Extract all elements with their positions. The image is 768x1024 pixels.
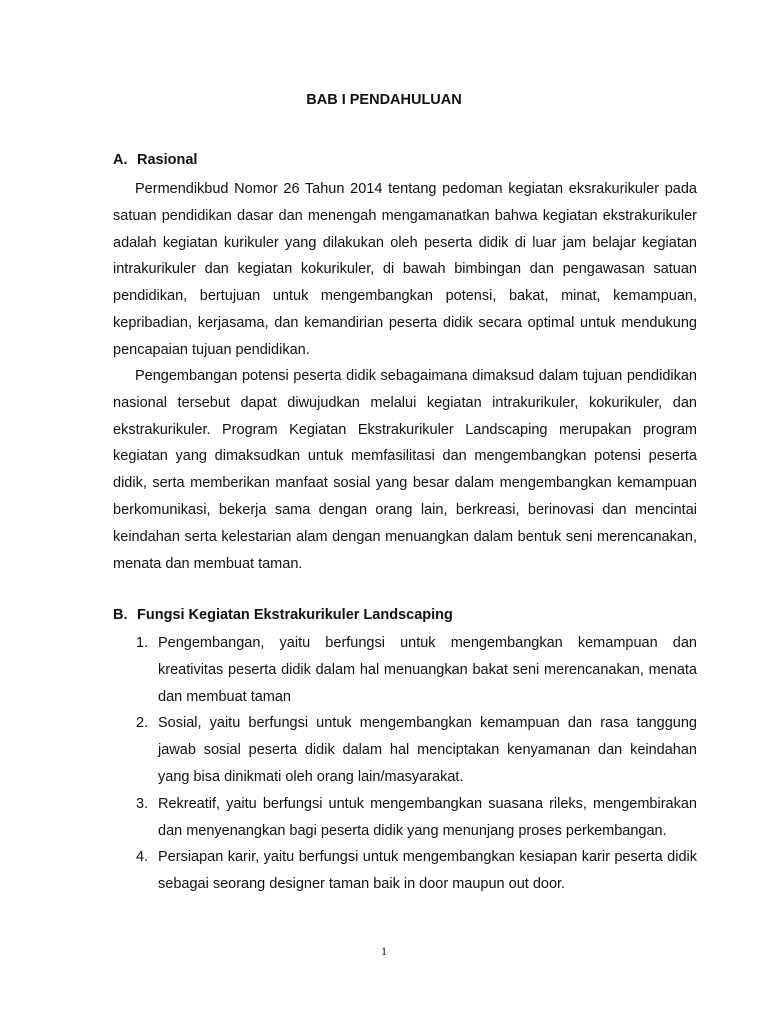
list-item-text: Rekreatif, yaitu berfungsi untuk mengembangkan suasana rileks, mengembirakan dan menyenangkan bagi peserta didik yang menunjang proses perkembangan. bbox=[158, 795, 697, 839]
list-item bbox=[113, 710, 697, 790]
chapter-title: BAB I PENDAHULUAN bbox=[306, 92, 462, 108]
list-item-number: 2. bbox=[136, 715, 149, 732]
function-list bbox=[113, 630, 697, 898]
rasional-paragraph-2: Pengembangan potensi peserta didik sebagaimana dimaksud dalam tujuan pendidikan nasional tersebut dapat diwujudkan melalui kegiatan intrakurikuler, kokurikuler, dan ekstrakurikuler. Program Kegiatan Ekstrakurikuler Landscaping merupakan program kegiatan yang dimaksudkan untuk memfasilitasi dan mengembangkan potensi peserta didik, serta memberikan manfaat sosial yang besar dalam mengembangkan kemampuan berkomunikasi, bekerja sama dengan orang lain, berkreasi, berinovasi dan mencintai keindahan serta kelestarian alam dengan menuangkan dalam bentuk seni merencanakan, menata dan membuat taman. bbox=[113, 368, 697, 572]
rasional-paragraph-1: Permendikbud Nomor 26 Tahun 2014 tentang pedoman kegiatan eksrakurikuler pada satuan pendidikan dasar dan menengah mengamanatkan bahwa kegiatan ekstrakurikuler adalah kegiatan kurikuler yang dilakukan oleh peserta didik di luar jam belajar kegiatan intrakurikuler dan kegiatan kokurikuler, di bawah bimbingan dan pengawasan satuan pendidikan, bertujuan untuk mengembangkan potensi, bakat, minat, kemampuan, kepribadian, kerjasama, dan kemandirian peserta didik secara optimal untuk mendukung pencapaian tujuan pendidikan. bbox=[113, 181, 697, 358]
section-b-number: B. bbox=[113, 607, 128, 623]
list-item-number: 1. bbox=[136, 635, 149, 651]
section-a-heading bbox=[113, 152, 197, 168]
section-b-title: Fungsi Kegiatan Ekstrakurikuler Landscaping bbox=[137, 607, 453, 623]
section-a-title: Rasional bbox=[137, 152, 198, 168]
page-number: 1 bbox=[381, 944, 387, 958]
list-item bbox=[113, 630, 697, 710]
list-item-text: Pengembangan, yaitu berfungsi untuk mengembangkan kemampuan dan kreativitas peserta didik dalam hal menuangkan bakat seni merencanakan, menata dan membuat taman bbox=[158, 635, 697, 705]
list-item-text: Sosial, yaitu berfungsi untuk mengembangkan kemampuan dan rasa tanggung jawab sosial peserta didik dalam hal menciptakan kenyamanan dan keindahan yang bisa dinikmati oleh orang lain/masyarakat. bbox=[158, 715, 697, 785]
list-item-number: 4. bbox=[136, 849, 149, 866]
list-item-text: Persiapan karir, yaitu berfungsi untuk mengembangkan kesiapan karir peserta didik sebagai seorang designer taman baik in door maupun out door. bbox=[158, 849, 697, 893]
list-item-number: 3. bbox=[136, 795, 149, 812]
section-b-heading bbox=[113, 607, 453, 623]
section-a-number: A. bbox=[113, 152, 128, 168]
list-item bbox=[113, 844, 697, 898]
list-item bbox=[113, 791, 697, 845]
